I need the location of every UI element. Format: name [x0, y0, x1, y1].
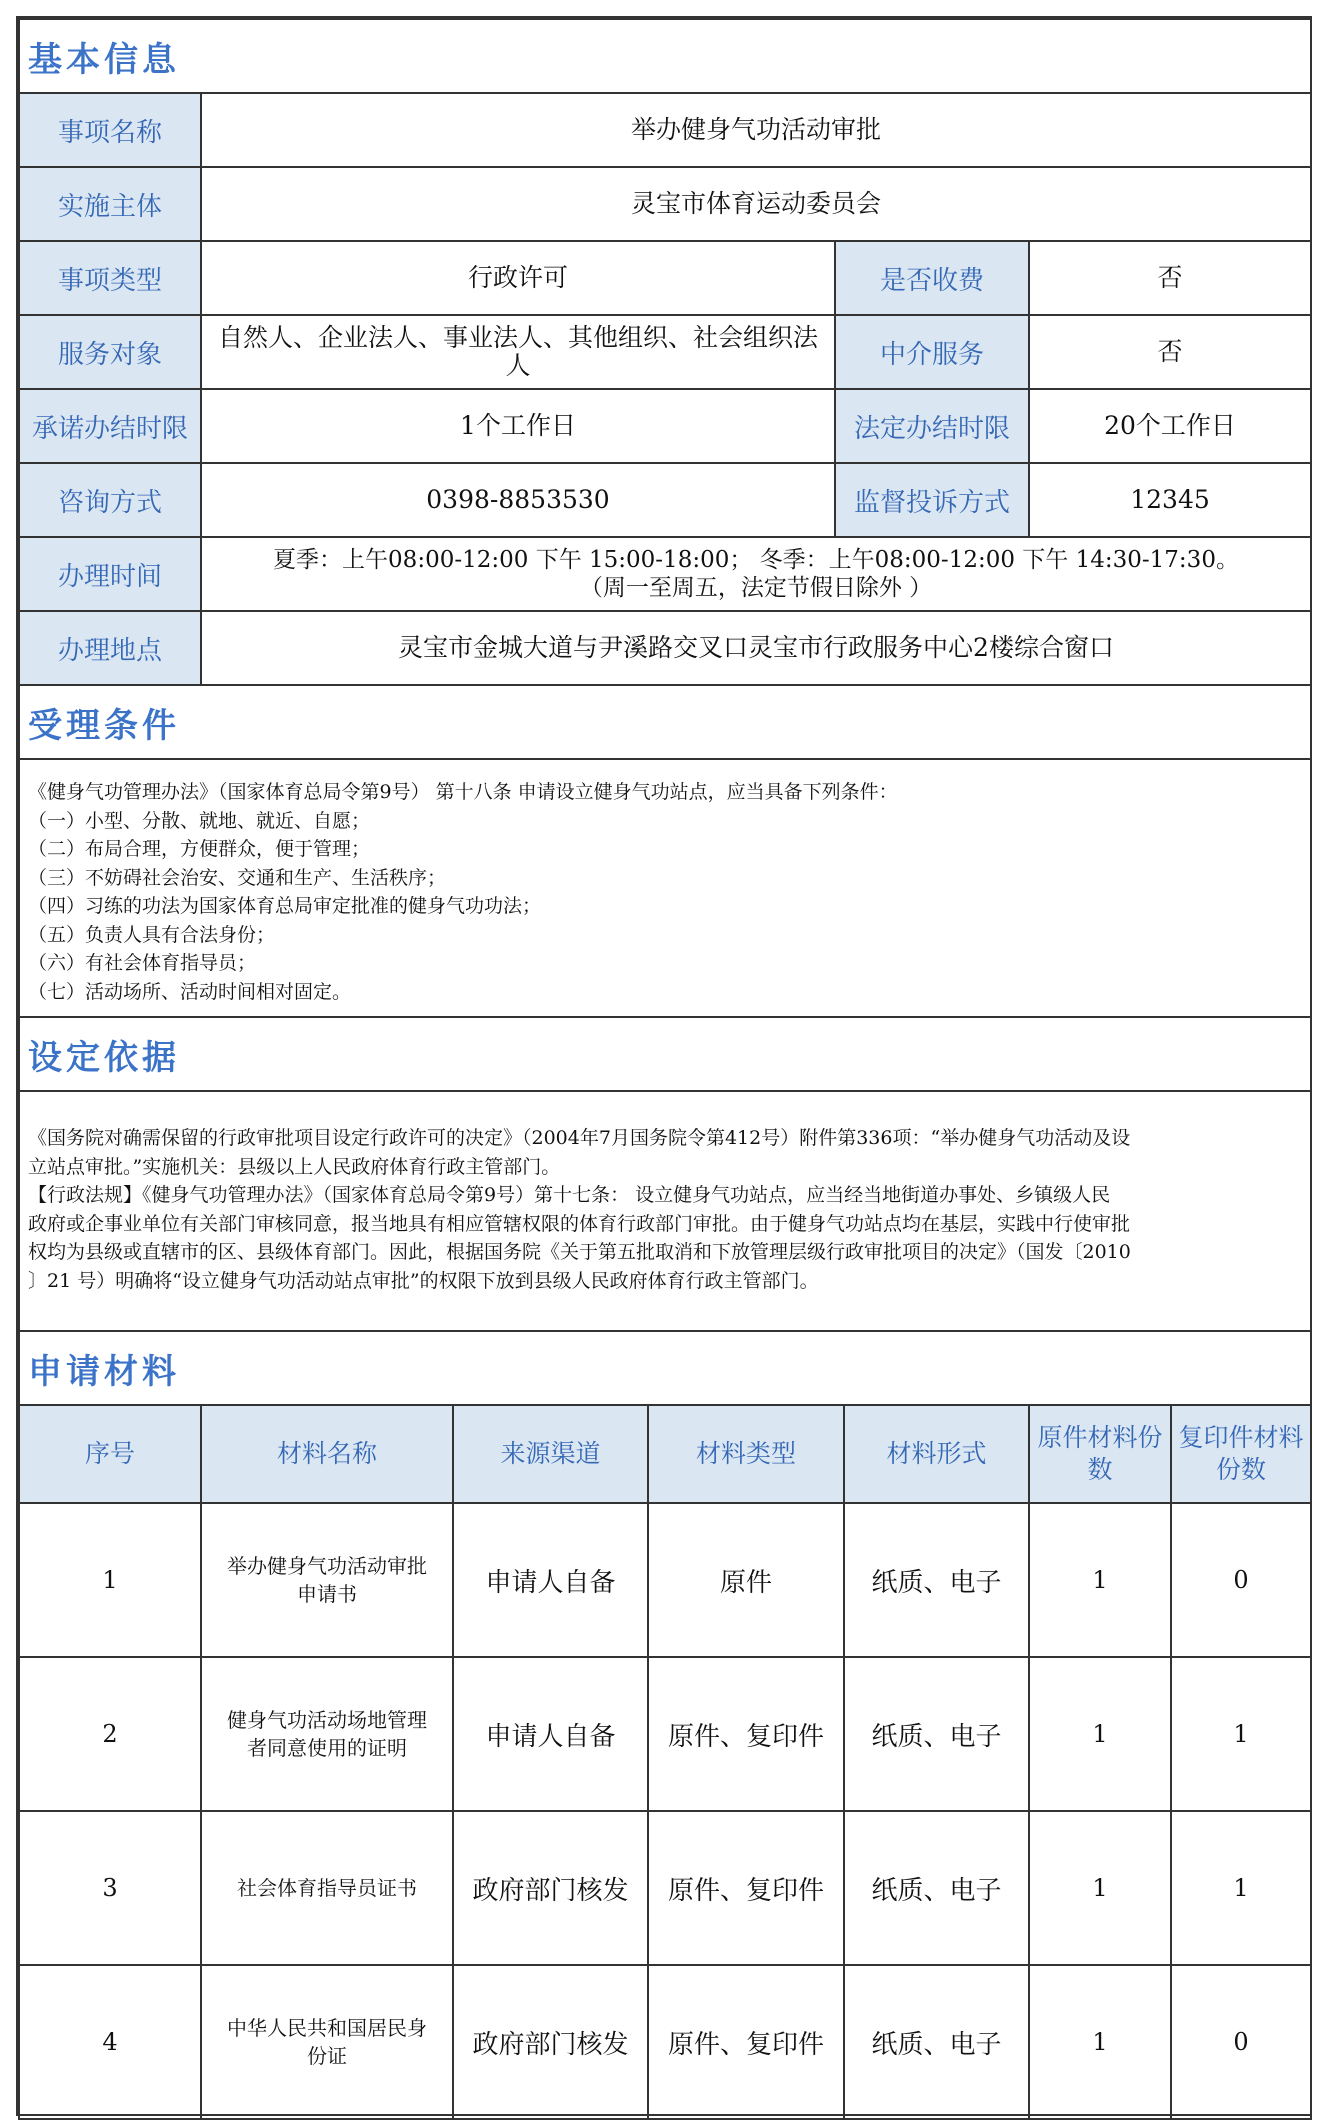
original-count: 1: [1029, 1811, 1171, 1965]
material-form: 纸质、电子: [844, 1657, 1029, 1811]
col-header-copy-count: [1171, 1405, 1311, 1503]
conditions-line: （六）有社会体育指导员；: [28, 952, 257, 974]
consult-label: 咨询方式: [19, 463, 201, 537]
conditions-line: 《健身气功管理办法》（国家体育总局令第9号） 第十八条 申请设立健身气功站点，应当具备下列条件：: [28, 781, 898, 803]
material-name: [201, 1965, 453, 2119]
row-no: 1: [19, 1503, 201, 1657]
conditions-line: （三）不妨碍社会治安、交通和生产、生活秩序；: [28, 866, 447, 889]
hours-value: [201, 537, 1311, 611]
implementer-value: 灵宝市体育运动委员会: [201, 167, 1311, 241]
basis-line: 立站点审批。”实施机关：县级以上人民政府体育行政主管部门。: [28, 1155, 561, 1178]
material-name-line: 社会体育指导员证书: [237, 1876, 417, 1900]
legal-time-label: 法定办结时限: [835, 389, 1029, 463]
material-type: 原件: [648, 1503, 844, 1657]
material-name-line: 健身气功活动场地管理: [227, 1708, 427, 1732]
location-label: 办理地点: [19, 611, 201, 685]
legal-time-value: 20个工作日: [1029, 389, 1311, 463]
col-header-type: 材料类型: [648, 1405, 844, 1503]
basis-line: 政府或企事业单位有关部门审核同意，报当地具有相应管辖权限的体育行政部门审批。由于健身气功站点均在基层，实践中行使审批: [28, 1212, 1131, 1235]
agency-service-value: 否: [1029, 315, 1311, 389]
hours-line-1: 夏季：上午08:00-12:00 下午 15:00-18:00； 冬季：上午08:00-12:00 下午 14:30-17:30。: [273, 547, 1239, 573]
table-row: [19, 1965, 1311, 2119]
copy-count: 1: [1171, 1657, 1311, 1811]
basis-line: 〕21 号）明确将“设立健身气功活动站点审批”的权限下放到县级人民政府体育行政主管部门。: [28, 1269, 819, 1292]
material-source: 申请人自备: [453, 1657, 648, 1811]
col-header-original-count: [1029, 1405, 1171, 1503]
fee-label: 是否收费: [835, 241, 1029, 315]
material-source: 申请人自备: [453, 1503, 648, 1657]
material-form: 纸质、电子: [844, 1811, 1029, 1965]
conditions-line: （四）习练的功法为国家体育总局审定批准的健身气功功法；: [28, 895, 542, 917]
consult-value: 0398-8853530: [201, 463, 835, 537]
promise-time-label: 承诺办结时限: [19, 389, 201, 463]
conditions-line: （七）活动场所、活动时间相对固定。: [28, 980, 352, 1003]
page-frame: [16, 16, 1312, 2116]
material-name-line: 者同意使用的证明: [247, 1736, 407, 1760]
service-target-value: 自然人、企业法人、事业法人、其他组织、社会组织法人: [201, 315, 835, 389]
header-line: 份数: [1215, 1455, 1266, 1484]
agency-service-label: 中介服务: [835, 315, 1029, 389]
hours-label: 办理时间: [19, 537, 201, 611]
basis-line: 【行政法规】《健身气功管理办法》（国家体育总局令第9号）第十七条： 设立健身气功站点，应当经当地街道办事处、乡镇级人民: [28, 1184, 1111, 1206]
row-no: 4: [19, 1965, 201, 2119]
material-source: 政府部门核发: [453, 1965, 648, 2119]
fee-value: 否: [1029, 241, 1311, 315]
copy-count: 0: [1171, 1503, 1311, 1657]
header-line: 数: [1087, 1455, 1113, 1484]
material-name-line: 份证: [307, 2044, 347, 2068]
complaint-label: 监督投诉方式: [835, 463, 1029, 537]
original-count: 1: [1029, 1657, 1171, 1811]
material-source: 政府部门核发: [453, 1811, 648, 1965]
col-header-no: 序号: [19, 1405, 201, 1503]
service-target-label: 服务对象: [19, 315, 201, 389]
item-type-label: 事项类型: [19, 241, 201, 315]
col-header-name: 材料名称: [201, 1405, 453, 1503]
col-header-form: 材料形式: [844, 1405, 1029, 1503]
table-row: [19, 1811, 1311, 1965]
table-row: [19, 1657, 1311, 1811]
item-type-value: 行政许可: [201, 241, 835, 315]
conditions-line: （一）小型、分散、就地、就近、自愿；: [28, 809, 371, 832]
promise-time-value: 1个工作日: [201, 389, 835, 463]
basis-text: [19, 1091, 1311, 1331]
material-name: [201, 1503, 453, 1657]
basis-line: 权均为县级或直辖市的区、县级体育部门。因此，根据国务院《关于第五批取消和下放管理层级行政审批项目的决定》（国发〔2010: [28, 1241, 1131, 1263]
material-name-line: 申请书: [297, 1582, 357, 1606]
col-header-source: 来源渠道: [453, 1405, 648, 1503]
header-line: 复印件材料: [1178, 1423, 1304, 1452]
material-type: 原件、复印件: [648, 1657, 844, 1811]
basis-line: 《国务院对确需保留的行政审批项目设定行政许可的决定》（2004年7月国务院令第412号）附件第336项：“举办健身气功活动及设: [28, 1127, 1131, 1149]
copy-count: 0: [1171, 1965, 1311, 2119]
table-row: [19, 1503, 1311, 1657]
conditions-text: [19, 759, 1311, 1017]
material-form: 纸质、电子: [844, 1503, 1029, 1657]
original-count: 1: [1029, 1503, 1171, 1657]
material-name-line: 举办健身气功活动审批: [227, 1554, 427, 1578]
section-title-basis: 设定依据: [19, 1017, 1311, 1091]
header-line: 原件材料份: [1037, 1423, 1163, 1452]
material-form: 纸质、电子: [844, 1965, 1029, 2119]
section-title-basic: 基本信息: [19, 19, 1311, 93]
hours-line-2: （周一至周五，法定节假日除外 ）: [579, 575, 933, 601]
complaint-value: 12345: [1029, 463, 1311, 537]
item-name-label: 事项名称: [19, 93, 201, 167]
material-name: [201, 1657, 453, 1811]
material-name: [201, 1811, 453, 1965]
section-title-materials: 申请材料: [19, 1331, 1311, 1405]
item-name-value: 举办健身气功活动审批: [201, 93, 1311, 167]
implementer-label: 实施主体: [19, 167, 201, 241]
original-count: 1: [1029, 1965, 1171, 2119]
location-value: 灵宝市金城大道与尹溪路交叉口灵宝市行政服务中心2楼综合窗口: [201, 611, 1311, 685]
materials-table: [18, 1330, 1312, 2120]
info-table: [18, 18, 1312, 1332]
section-title-conditions: 受理条件: [19, 685, 1311, 759]
conditions-line: （五）负责人具有合法身份；: [28, 923, 276, 946]
material-type: 原件、复印件: [648, 1965, 844, 2119]
material-type: 原件、复印件: [648, 1811, 844, 1965]
conditions-line: （二）布局合理，方便群众，便于管理；: [28, 838, 371, 860]
copy-count: 1: [1171, 1811, 1311, 1965]
material-name-line: 中华人民共和国居民身: [227, 2016, 427, 2040]
row-no: 2: [19, 1657, 201, 1811]
row-no: 3: [19, 1811, 201, 1965]
